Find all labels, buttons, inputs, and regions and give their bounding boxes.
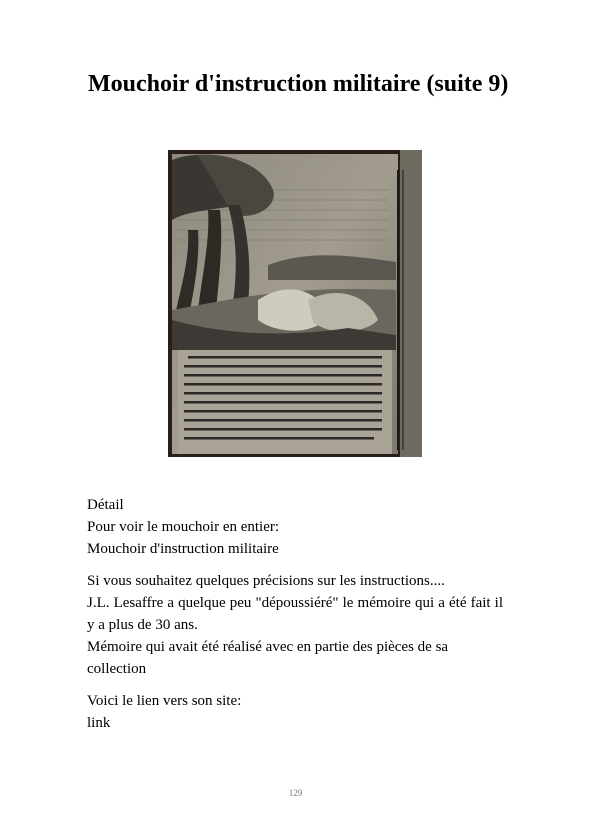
memoire-text: Mémoire qui avait été réalisé avec en partie des pièces de sa collection	[87, 639, 449, 677]
site-link[interactable]: link	[87, 715, 111, 731]
lesaffre-text: J.L. Lesaffre a quelque peu "dépoussiéré" le mémoire qui a été fait il y a plus de 30 ans.	[87, 595, 503, 633]
site-intro-text: Voici le lien vers son site:	[87, 693, 242, 709]
whole-handkerchief-link[interactable]: Mouchoir d'instruction militaire	[87, 541, 279, 557]
precisions-text: Si vous souhaitez quelques précisions sur les instructions....	[87, 573, 445, 589]
detail-label: Détail	[87, 497, 124, 513]
page-title: Mouchoir d'instruction militaire (suite 9)	[88, 71, 509, 97]
see-whole-text: Pour voir le mouchoir en entier:	[87, 519, 280, 535]
body-text	[87, 494, 503, 734]
handkerchief-detail-photo	[168, 150, 422, 457]
page-number: 129	[288, 788, 303, 798]
